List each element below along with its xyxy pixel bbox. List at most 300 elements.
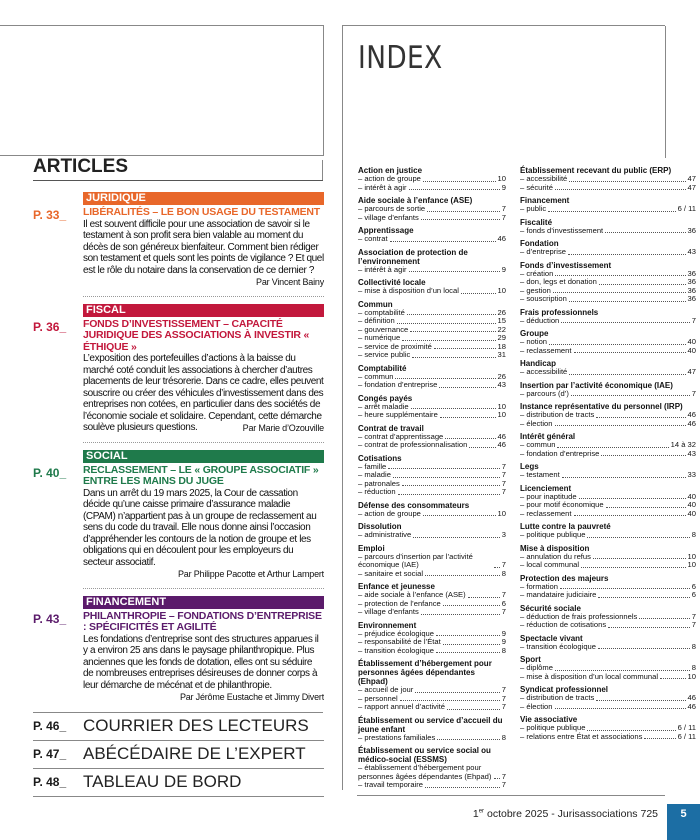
entry-label: – intérêt à agir bbox=[358, 264, 407, 274]
entry-label: – accessibilité bbox=[520, 367, 568, 376]
dot-leader bbox=[555, 189, 686, 190]
entry-label: – commun bbox=[520, 440, 556, 449]
index-group bbox=[358, 544, 506, 579]
dot-leader bbox=[443, 605, 500, 606]
entry-label: – reclassement bbox=[520, 345, 572, 355]
entry-label: – déduction de frais professionnels bbox=[520, 611, 638, 621]
dot-leader bbox=[425, 787, 500, 788]
entry-page: 6 bbox=[501, 598, 506, 608]
index-entry[interactable] bbox=[520, 703, 696, 712]
entry-label: – fonds d’investissement bbox=[520, 225, 604, 235]
page-reference: P. 43_ bbox=[33, 611, 67, 626]
entry-label: – formation bbox=[520, 581, 558, 591]
divider bbox=[33, 180, 323, 181]
dot-leader bbox=[390, 241, 496, 242]
entry-label: – prestations familiales bbox=[358, 732, 436, 742]
entry-page: 15 bbox=[497, 316, 506, 325]
index-group bbox=[520, 715, 696, 741]
dot-leader bbox=[587, 730, 675, 731]
entry-label: – élection bbox=[520, 418, 553, 428]
dot-leader bbox=[469, 447, 495, 448]
article-author: Par Marie d’Ozouville bbox=[242, 423, 324, 433]
entry-label: – administrative bbox=[358, 530, 412, 539]
entry-label: – accessibilité bbox=[520, 174, 568, 183]
index-entry[interactable] bbox=[520, 643, 696, 652]
entry-page: 29 bbox=[497, 333, 506, 342]
entry-page: 40 bbox=[687, 491, 696, 501]
entry-label: – aide sociale à l’enfance (ASE) bbox=[358, 590, 466, 599]
dot-leader bbox=[605, 232, 685, 233]
index-group bbox=[520, 484, 696, 519]
article-title[interactable]: RECLASSEMENT – LE « GROUPE ASSOCIATIF » ENTRE LES MAINS DU JUGE bbox=[83, 463, 319, 487]
divider bbox=[83, 296, 324, 297]
entry-page: 7 bbox=[691, 388, 696, 398]
entry-label: – création bbox=[520, 268, 554, 278]
entry-label: – intérêt à agir bbox=[358, 182, 407, 192]
dot-leader bbox=[579, 498, 686, 499]
index-heading: Instance représentative du personnel (IRP) bbox=[520, 402, 683, 411]
index-group bbox=[520, 604, 696, 630]
entry-page: 7 bbox=[501, 693, 506, 703]
index-entry[interactable] bbox=[520, 471, 696, 480]
entry-page: 40 bbox=[687, 508, 696, 518]
index-entry[interactable] bbox=[358, 510, 506, 519]
index-group bbox=[520, 196, 696, 214]
index-group bbox=[520, 432, 696, 458]
entry-page: 7 bbox=[501, 702, 506, 711]
entry-label: – sécurité bbox=[520, 182, 553, 192]
entry-page: 7 bbox=[501, 590, 506, 599]
entry-label: – annulation du refus bbox=[520, 551, 591, 561]
entry-label: – mise à disposition d’un local communal bbox=[520, 671, 659, 681]
empty-header-box bbox=[0, 25, 324, 156]
index-entry[interactable] bbox=[520, 184, 696, 193]
index-group bbox=[358, 501, 506, 519]
category-tag: FISCAL bbox=[83, 304, 324, 317]
dot-leader bbox=[608, 627, 690, 628]
entry-label: – heure supplémentaire bbox=[358, 410, 438, 419]
index-entry[interactable] bbox=[520, 621, 696, 630]
dot-leader bbox=[593, 558, 686, 559]
dot-leader bbox=[410, 331, 495, 332]
entry-page: 8 bbox=[501, 645, 506, 655]
index-entry[interactable] bbox=[358, 647, 506, 656]
index-heading: Cotisations bbox=[358, 453, 402, 463]
entry-label: – testament bbox=[520, 470, 560, 479]
dot-leader bbox=[411, 408, 496, 409]
entry-page: 9 bbox=[501, 628, 506, 638]
entry-label: – famille bbox=[358, 461, 387, 471]
article-social[interactable] bbox=[33, 450, 324, 581]
category-tag: JURIDIQUE bbox=[83, 192, 324, 205]
dot-leader bbox=[601, 455, 685, 456]
entry-label: – déduction bbox=[520, 315, 560, 325]
entry-label: – fondation d’entreprise bbox=[520, 448, 600, 458]
index-entry[interactable] bbox=[520, 295, 696, 304]
entry-page: 3 bbox=[501, 530, 506, 539]
entry-page: 33 bbox=[687, 470, 696, 479]
index-entry[interactable] bbox=[358, 441, 506, 450]
entry-label: – gouvernance bbox=[358, 324, 409, 334]
entry-page: 10 bbox=[687, 551, 696, 561]
entry-page: 10 bbox=[497, 286, 506, 295]
entry-page: 43 bbox=[497, 380, 506, 389]
index-entry[interactable] bbox=[358, 287, 506, 296]
entry-page: 8 bbox=[501, 568, 506, 578]
entry-page: 8 bbox=[691, 663, 696, 672]
article-summary: Dans un arrêt du 19 mars 2025, la Cour de cassation décide qu’une caisse primaire d’assurance maladie (CPAM) n’appartient pas à un groupe de reclassement au sens du code du travail. Elle nous donne ainsi l’occasion d’appréhender les contours de la notion de groupe et les obligations qui en découlent pour les employeurs du secteur associatif. Par Philippe Pacotte et Arthur Lampert bbox=[83, 487, 324, 579]
index-entry[interactable] bbox=[358, 781, 506, 790]
article-author: Par Philippe Pacotte et Arthur Lampert bbox=[178, 569, 324, 579]
entry-page: 40 bbox=[687, 500, 696, 509]
page-reference: P. 33_ bbox=[33, 208, 67, 222]
dot-leader bbox=[425, 575, 500, 576]
dot-leader bbox=[436, 652, 500, 653]
article-juridique[interactable] bbox=[33, 192, 324, 289]
index-group bbox=[520, 239, 696, 257]
index-entry[interactable] bbox=[358, 703, 506, 712]
index-heading: Emploi bbox=[358, 543, 385, 553]
page-reference: P. 36_ bbox=[33, 319, 67, 334]
dot-leader bbox=[549, 344, 686, 345]
index-heading: Mise à disposition bbox=[520, 543, 590, 553]
entry-page: 7 bbox=[501, 478, 506, 488]
entry-label: – accueil de jour bbox=[358, 685, 414, 694]
section-title: ABÉCÉDAIRE DE L’EXPERT bbox=[83, 744, 306, 763]
index-group bbox=[358, 716, 506, 743]
index-heading: Intérêt général bbox=[520, 432, 576, 441]
entry-label: – établissement d’hébergement pour personnes âgées dépendantes (Ehpad) bbox=[358, 763, 492, 781]
index-group bbox=[358, 166, 506, 192]
entry-label: – réduction bbox=[358, 487, 396, 496]
dot-leader bbox=[555, 670, 690, 671]
entry-page: 10 bbox=[687, 560, 696, 569]
index-heading: Insertion par l’activité économique (IAE) bbox=[520, 380, 673, 390]
dot-leader bbox=[413, 537, 500, 538]
index-heading: Établissement ou service d’accueil du jeune enfant bbox=[358, 715, 503, 734]
index-entry[interactable] bbox=[358, 266, 506, 275]
entry-label: – parcours (d’) bbox=[520, 388, 569, 398]
entry-page: 47 bbox=[687, 182, 696, 192]
dot-leader bbox=[423, 515, 496, 516]
entry-label: – local communal bbox=[520, 560, 580, 569]
index-entry[interactable] bbox=[358, 764, 506, 781]
index-heading: Dissolution bbox=[358, 522, 402, 531]
dot-leader bbox=[415, 692, 499, 693]
dot-leader bbox=[436, 635, 500, 636]
article-summary: Les fondations d’entreprise sont des structures apparues il y a environ 25 ans dans le paysage philanthropique. Plus anciennes que les fonds de dotation, elles ont su séduire de nombreuses entreprises désireuses de donner corps à leur démarche de mécénat et de philanthropie. Par Jérôme Eustache et Jimmy Divert bbox=[83, 633, 324, 702]
page-reference: P. 46_ bbox=[33, 719, 67, 733]
index-group bbox=[520, 685, 696, 711]
dot-leader bbox=[569, 374, 685, 375]
index-heading: Établissement ou service social ou médico-social (ESSMS) bbox=[358, 746, 491, 764]
index-group bbox=[520, 544, 696, 570]
dot-leader bbox=[562, 477, 686, 478]
index-entry[interactable] bbox=[520, 390, 696, 399]
index-entry[interactable] bbox=[520, 227, 696, 236]
index-heading: Défense des consommateurs bbox=[358, 500, 470, 510]
index-group bbox=[358, 746, 506, 790]
index-heading: Apprentissage bbox=[358, 226, 414, 235]
dot-leader bbox=[409, 189, 500, 190]
article-summary: L’exposition des portefeuilles d’actions à la baisse du marché coté conduit les associations à chercher d’autres placements de leur trésorerie. Dans ce cadre, elles peuvent souscrire ou créer des véhicules d’investissement dans des entreprises non cotées, en particulier dans des sociétés de l’économie sociale et solidaire. Cependant, cette démarche soulève plusieurs questions. Par Marie d’Ozouville bbox=[83, 353, 324, 433]
entry-page: 7 bbox=[501, 607, 506, 616]
index-heading: Sécurité sociale bbox=[520, 603, 581, 613]
entry-page: 46 bbox=[687, 418, 696, 428]
index-title: INDEX bbox=[358, 40, 443, 76]
index-entry[interactable] bbox=[358, 553, 506, 570]
entry-label: – distribution de tracts bbox=[520, 410, 595, 419]
dot-leader bbox=[393, 477, 500, 478]
index-entry[interactable] bbox=[358, 531, 506, 540]
dot-leader bbox=[398, 494, 500, 495]
entry-page: 8 bbox=[691, 641, 696, 651]
dot-leader bbox=[397, 323, 496, 324]
entry-label: – action de groupe bbox=[358, 174, 421, 183]
dot-leader bbox=[440, 417, 496, 418]
article-fiscal[interactable] bbox=[33, 304, 324, 435]
dot-leader bbox=[598, 597, 689, 598]
entry-label: – distribution de tracts bbox=[520, 693, 595, 702]
entry-page: 46 bbox=[497, 431, 506, 441]
index-group bbox=[520, 218, 696, 236]
dot-leader bbox=[437, 739, 500, 740]
article-title[interactable]: FONDS D’INVESTISSEMENT – CAPACITÉ JURIDIQUE DES ASSOCIATIONS À INVESTIR « ÉTHIQUE » bbox=[83, 317, 310, 353]
index-entry[interactable] bbox=[520, 510, 696, 519]
index-heading: Environnement bbox=[358, 620, 417, 630]
entry-page: 36 bbox=[687, 285, 696, 295]
index-entry[interactable] bbox=[358, 381, 506, 390]
dot-leader bbox=[553, 292, 686, 293]
entry-label: – public bbox=[520, 204, 547, 213]
section-title: TABLEAU DE BORD bbox=[83, 772, 242, 791]
entry-label: – préjudice écologique bbox=[358, 628, 434, 638]
entry-page: 14 à 32 bbox=[670, 440, 696, 449]
dot-leader bbox=[434, 348, 496, 349]
entry-page: 40 bbox=[687, 337, 696, 346]
entry-label: – protection de l’enfance bbox=[358, 598, 441, 608]
index-group bbox=[520, 359, 696, 377]
entry-page: 7 bbox=[501, 470, 506, 479]
dot-leader bbox=[445, 438, 495, 439]
dot-leader bbox=[421, 219, 500, 220]
index-group bbox=[520, 462, 696, 480]
index-entry[interactable] bbox=[520, 450, 696, 459]
entry-page: 10 bbox=[497, 508, 506, 518]
entry-label: – parcours d’insertion par l’activité économique (IAE) bbox=[358, 551, 473, 569]
index-group bbox=[520, 522, 696, 540]
index-entry[interactable] bbox=[520, 733, 696, 742]
entry-label: – commun bbox=[358, 371, 394, 381]
index-group bbox=[358, 582, 506, 617]
index-entry[interactable] bbox=[520, 368, 696, 377]
entry-label: – politique publique bbox=[520, 530, 586, 539]
entry-label: – village d’enfants bbox=[358, 607, 419, 616]
entry-page: 7 bbox=[691, 315, 696, 325]
dot-leader bbox=[409, 271, 500, 272]
index-heading: Établissement recevant du public (ERP) bbox=[520, 166, 672, 175]
entry-page: 8 bbox=[501, 732, 506, 742]
articles-heading: ARTICLES bbox=[33, 156, 128, 177]
entry-page: 8 bbox=[691, 530, 696, 539]
index-group bbox=[358, 522, 506, 540]
entry-label: – numérique bbox=[358, 333, 401, 342]
dot-leader bbox=[555, 708, 686, 709]
dot-leader bbox=[574, 352, 686, 353]
index-column-1 bbox=[358, 166, 506, 794]
section-link[interactable] bbox=[33, 741, 324, 769]
entry-page: 6 bbox=[691, 581, 696, 591]
entry-label: – action de groupe bbox=[358, 508, 421, 518]
index-entry[interactable] bbox=[520, 420, 696, 429]
article-author: Par Jérôme Eustache et Jimmy Divert bbox=[179, 692, 324, 702]
entry-label: – notion bbox=[520, 337, 548, 346]
article-financement[interactable] bbox=[33, 596, 324, 704]
dot-leader bbox=[407, 314, 496, 315]
dot-leader bbox=[581, 567, 685, 568]
entry-page: 46 bbox=[687, 701, 696, 711]
index-heading: Association de protection de l’environnement bbox=[358, 247, 468, 266]
index-entry[interactable] bbox=[358, 214, 506, 223]
entry-label: – don, legs et donation bbox=[520, 277, 597, 286]
entry-page: 26 bbox=[497, 307, 506, 317]
index-group bbox=[358, 621, 506, 656]
entry-label: – transition écologique bbox=[520, 641, 596, 651]
index-group bbox=[358, 394, 506, 420]
entry-label: – transition écologique bbox=[358, 645, 434, 655]
entry-label: – service public bbox=[358, 350, 411, 359]
index-heading: Vie associative bbox=[520, 715, 578, 724]
index-entry[interactable] bbox=[358, 184, 506, 193]
dot-leader bbox=[571, 395, 690, 396]
index-column-2 bbox=[520, 166, 696, 745]
dot-leader bbox=[402, 485, 500, 486]
index-entry[interactable] bbox=[358, 734, 506, 743]
index-heading: Action en justice bbox=[358, 166, 423, 175]
dot-leader bbox=[596, 417, 685, 418]
page-number: 5 bbox=[667, 804, 700, 840]
dot-leader bbox=[427, 211, 500, 212]
index-heading: Legs bbox=[520, 462, 539, 471]
entry-page: 7 bbox=[501, 685, 506, 694]
index-entry[interactable] bbox=[520, 347, 696, 356]
page-reference: P. 48_ bbox=[33, 775, 67, 789]
entry-page: 43 bbox=[687, 247, 696, 256]
index-heading: Frais professionnels bbox=[520, 307, 599, 317]
index-heading: Enfance et jeunesse bbox=[358, 582, 435, 591]
index-group bbox=[520, 655, 696, 681]
entry-label: – diplôme bbox=[520, 663, 553, 672]
articles-list bbox=[33, 192, 324, 797]
index-group bbox=[358, 278, 506, 296]
article-summary: Il est souvent difficile pour une association de savoir si le testament à son profit sera bien valable au moment du décès de son généreux bienfaiteur. Comment bien rédiger son testament et quels sont les points de vigilance ? Et quel est le rôle du notaire dans la conservation de ce dernier ? Par Vincent Bainy bbox=[83, 218, 324, 287]
index-entry[interactable] bbox=[358, 608, 506, 617]
dot-leader bbox=[412, 357, 495, 358]
index-entry[interactable] bbox=[520, 248, 696, 257]
index-entry[interactable] bbox=[520, 561, 696, 570]
divider bbox=[83, 588, 324, 589]
index-entry[interactable] bbox=[520, 591, 696, 600]
dot-leader bbox=[494, 778, 500, 779]
dot-leader bbox=[555, 275, 685, 276]
entry-page: 46 bbox=[497, 440, 506, 449]
index-entry[interactable] bbox=[358, 351, 506, 360]
index-heading: Fondation bbox=[520, 239, 559, 248]
index-entry[interactable] bbox=[520, 317, 696, 326]
divider bbox=[322, 160, 323, 180]
index-heading: Syndicat professionnel bbox=[520, 685, 609, 694]
dot-leader bbox=[423, 181, 496, 182]
section-link[interactable] bbox=[33, 713, 324, 741]
index-heading: Sport bbox=[520, 655, 541, 664]
index-entry[interactable] bbox=[358, 570, 506, 579]
entry-label: – parcours de sortie bbox=[358, 204, 426, 213]
index-heading: Comptabilité bbox=[358, 363, 407, 373]
article-title[interactable]: LIBÉRALITÉS – LE BON USAGE DU TESTAMENT bbox=[83, 206, 321, 218]
entry-page: 7 bbox=[501, 560, 506, 569]
entry-label: – patronales bbox=[358, 478, 400, 488]
divider bbox=[357, 795, 665, 796]
entry-label: – élection bbox=[520, 701, 553, 711]
entry-label: – mise à disposition d’un local bbox=[358, 286, 459, 295]
dot-leader bbox=[598, 648, 690, 649]
dot-leader bbox=[443, 644, 500, 645]
entry-page: 18 bbox=[497, 341, 506, 351]
dot-leader bbox=[447, 709, 500, 710]
index-entry[interactable] bbox=[358, 411, 506, 420]
dot-leader bbox=[569, 181, 685, 182]
index-heading: Commun bbox=[358, 299, 393, 309]
entry-label: – définition bbox=[358, 316, 395, 325]
entry-label: – mandataire judiciaire bbox=[520, 590, 597, 599]
index-entry[interactable] bbox=[520, 673, 696, 682]
dot-leader bbox=[568, 254, 686, 255]
dot-leader bbox=[548, 211, 675, 212]
entry-label: – fondation d’entreprise bbox=[358, 380, 438, 389]
index-entry[interactable] bbox=[520, 205, 696, 214]
dot-leader bbox=[587, 537, 689, 538]
dot-leader bbox=[421, 614, 500, 615]
entry-label: – relations entre État et associations bbox=[520, 731, 643, 741]
index-group bbox=[520, 261, 696, 304]
entry-page: 7 bbox=[501, 487, 506, 496]
index-group bbox=[520, 166, 696, 192]
entry-page: 36 bbox=[687, 268, 696, 278]
index-group bbox=[520, 402, 696, 428]
footer-issue: 1er octobre 2025 - Jurisassociations 725 bbox=[472, 808, 658, 820]
dot-leader bbox=[494, 567, 500, 568]
index-group bbox=[358, 300, 506, 360]
index-entry[interactable] bbox=[358, 235, 506, 244]
index-group bbox=[358, 226, 506, 244]
section-link[interactable] bbox=[33, 769, 324, 797]
article-title[interactable]: PHILANTHROPIE – FONDATIONS D’ENTREPRISE : SPÉCIFICITÉS ET AGILITÉ bbox=[83, 609, 322, 633]
index-group bbox=[358, 659, 506, 712]
entry-label: – maladie bbox=[358, 470, 391, 479]
dot-leader bbox=[388, 468, 499, 469]
entry-label: – politique publique bbox=[520, 723, 586, 732]
dot-leader bbox=[599, 284, 686, 285]
index-entry[interactable] bbox=[520, 531, 696, 540]
index-heading: Financement bbox=[520, 196, 570, 205]
entry-page: 46 bbox=[497, 234, 506, 243]
entry-label: – souscription bbox=[520, 294, 567, 303]
index-entry[interactable] bbox=[358, 488, 506, 497]
dot-leader bbox=[461, 293, 496, 294]
entry-label: – reclassement bbox=[520, 508, 572, 518]
dot-leader bbox=[644, 738, 675, 739]
index-heading: Spectacle vivant bbox=[520, 633, 583, 643]
